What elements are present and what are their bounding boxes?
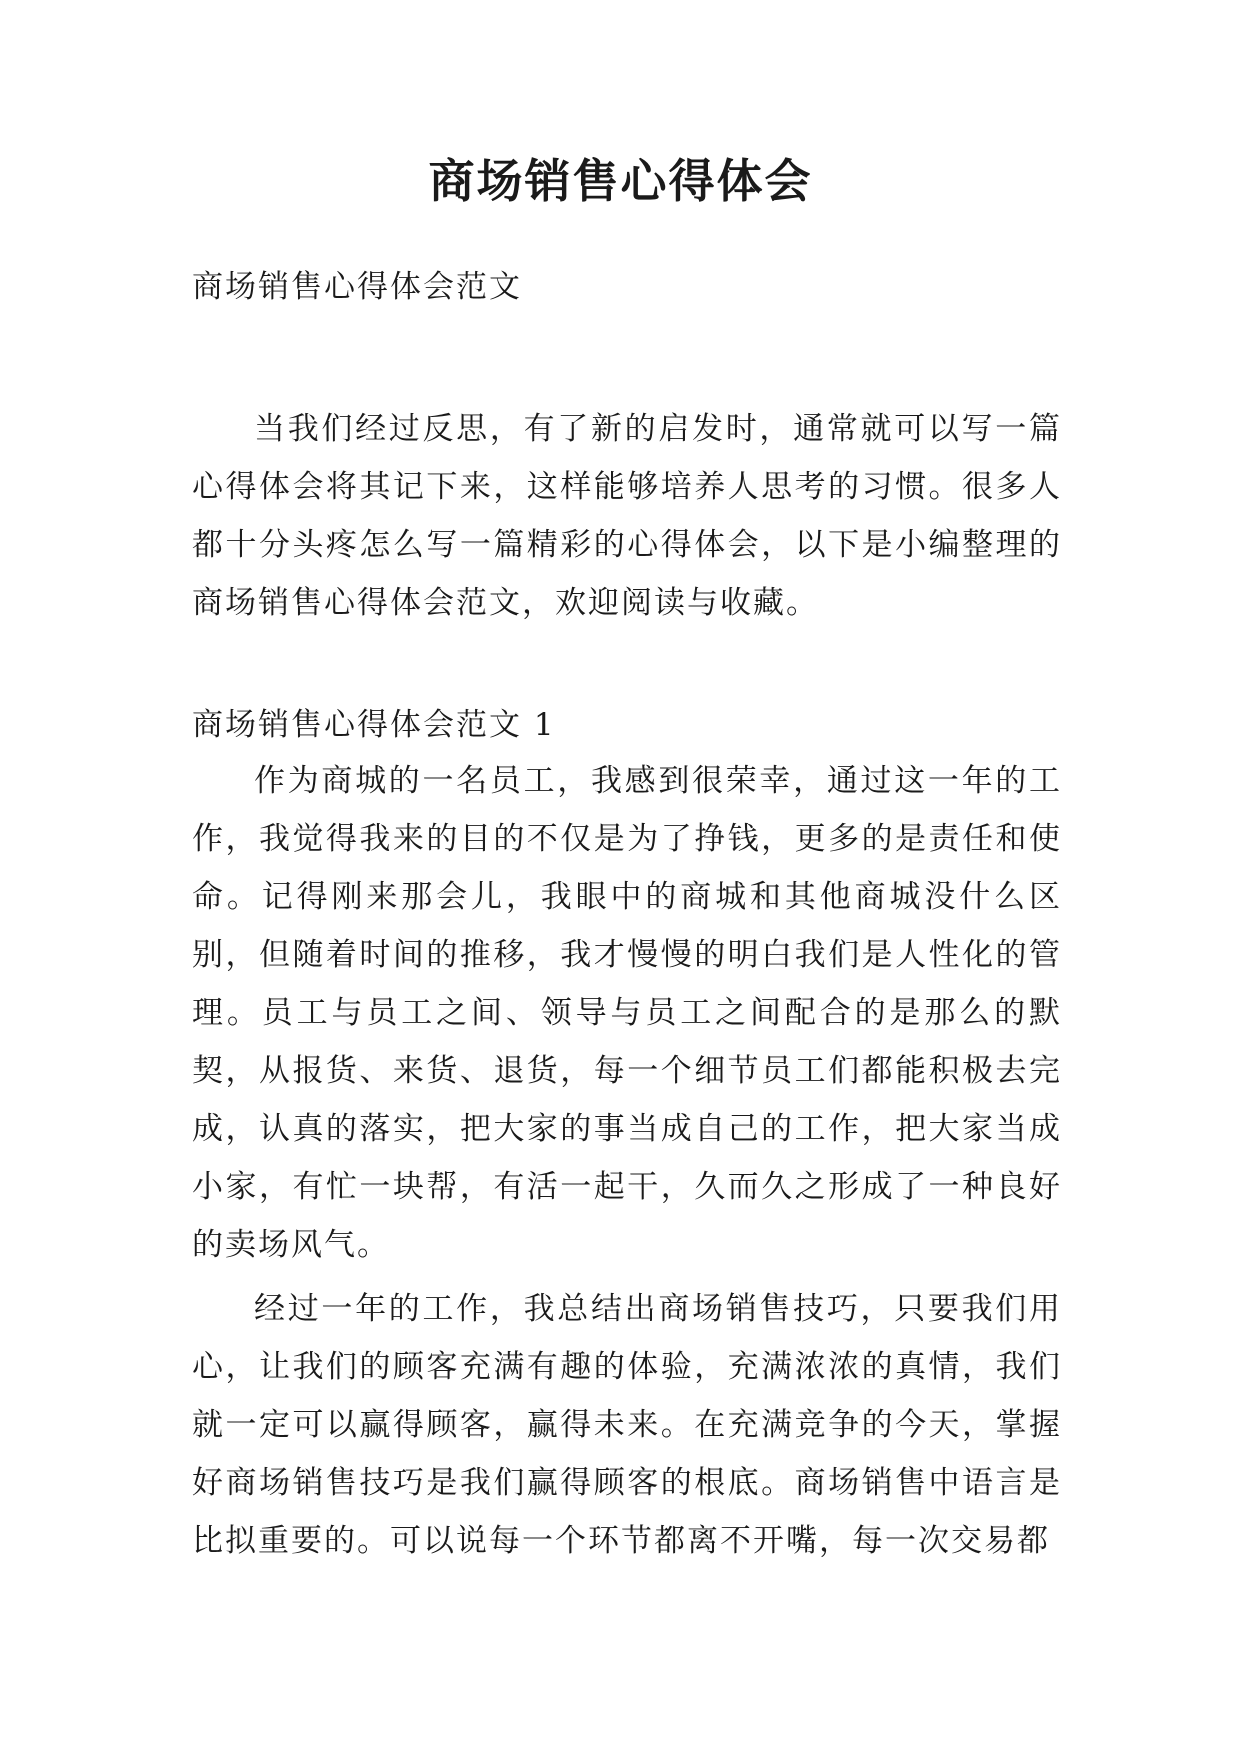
body-paragraph-2: 经过一年的工作，我总结出商场销售技巧，只要我们用心，让我们的顾客充满有趣的体验，充满浓浓的真情，我们就一定可以赢得顾客，赢得未来。在充满竞争的今天，掌握好商场销售技巧是我们赢得顾客的根底。商场销售中语言是比拟重要的。可以说每一个环节都离不开嘴，每一次交易都 (192, 1291, 1062, 1559)
intro-paragraph: 当我们经过反思，有了新的启发时，通常就可以写一篇心得体会将其记下来，这样能够培养人思考的习惯。很多人都十分头疼怎么写一篇精彩的心得体会，以下是小编整理的商场销售心得体会范文，欢迎阅读与收藏。 (192, 411, 1062, 621)
intro-paragraph-block (192, 400, 1062, 632)
body-paragraph-2-block (192, 1280, 1062, 1570)
document-subtitle (192, 258, 1062, 316)
document-title: 商场销售心得体会 (428, 154, 813, 208)
body-paragraph-1: 作为商城的一名员工，我感到很荣幸，通过这一年的工作，我觉得我来的目的不仅是为了挣钱，更多的是责任和使命。记得刚来那会儿，我眼中的商城和其他商城没什么区别，但随着时间的推移，我才慢慢的明白我们是人性化的管理。员工与员工之间、领导与员工之间配合的是那么的默契，从报货、来货、退货，每一个细节员工们都能积极去完成，认真的落实，把大家的事当成自己的工作，把大家当成小家，有忙一块帮，有活一起干，久而久之形成了一种良好的卖场风气。 (192, 763, 1062, 1263)
subtitle-text: 商场销售心得体会范文 (192, 269, 522, 305)
section-heading (192, 696, 1062, 754)
body-paragraph-1-block (192, 752, 1062, 1274)
section-heading-text: 商场销售心得体会范文 1 (192, 707, 556, 743)
